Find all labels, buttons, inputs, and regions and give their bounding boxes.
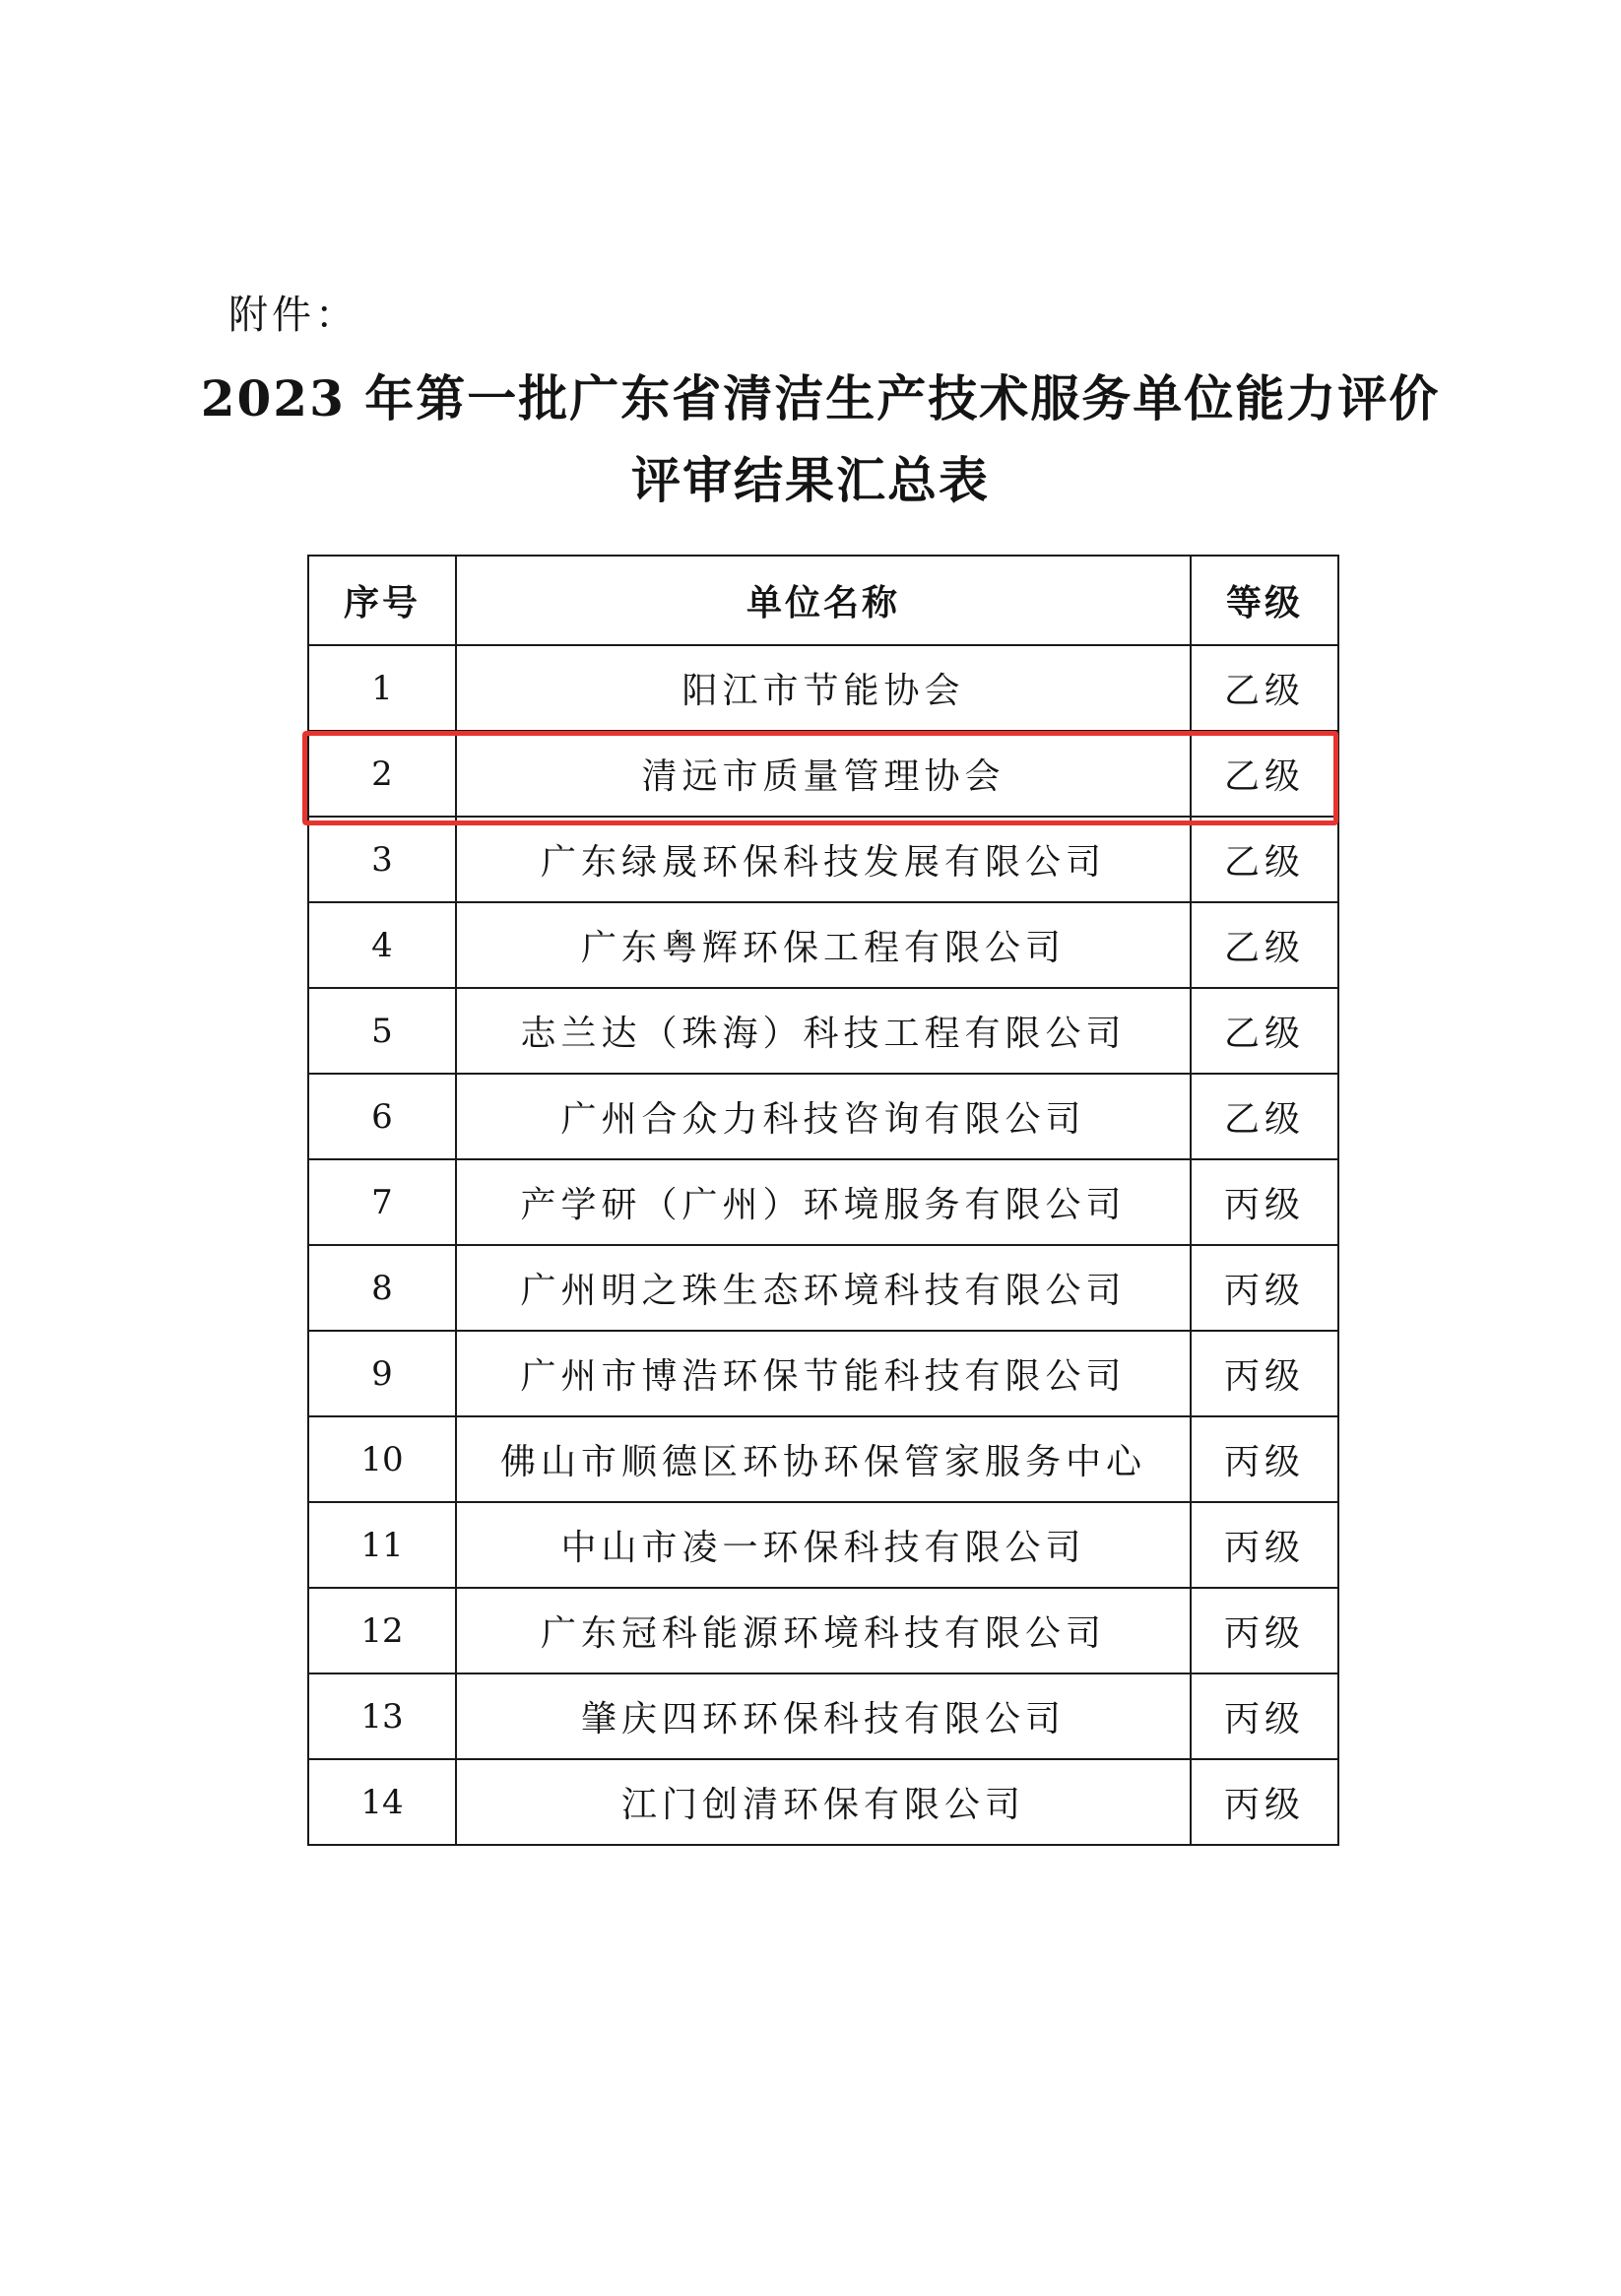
row-serial-number: 9 xyxy=(308,1331,456,1416)
row-serial-number: 2 xyxy=(308,731,456,817)
row-unit-name: 产学研（广州）环境服务有限公司 xyxy=(456,1159,1191,1245)
row-unit-name: 佛山市顺德区环协环保管家服务中心 xyxy=(456,1416,1191,1502)
table-row xyxy=(308,1074,1338,1159)
table-row xyxy=(308,1331,1338,1416)
row-grade: 乙级 xyxy=(1191,988,1338,1074)
table-row xyxy=(308,1588,1338,1673)
row-unit-name: 阳江市节能协会 xyxy=(456,645,1191,731)
row-serial-number: 1 xyxy=(308,645,456,731)
table-row xyxy=(308,1245,1338,1331)
row-serial-number: 4 xyxy=(308,902,456,988)
row-serial-number: 6 xyxy=(308,1074,456,1159)
row-grade: 丙级 xyxy=(1191,1245,1338,1331)
row-grade: 丙级 xyxy=(1191,1416,1338,1502)
document-title-line-1: 2023 年第一批广东省清洁生产技术服务单位能力评价 xyxy=(200,369,1441,427)
row-grade: 乙级 xyxy=(1191,1074,1338,1159)
row-unit-name: 广东冠科能源环境科技有限公司 xyxy=(456,1588,1191,1673)
row-grade: 丙级 xyxy=(1191,1759,1338,1845)
row-unit-name: 志兰达（珠海）科技工程有限公司 xyxy=(456,988,1191,1074)
row-serial-number: 10 xyxy=(308,1416,456,1502)
row-grade: 丙级 xyxy=(1191,1673,1338,1759)
table-row xyxy=(308,1416,1338,1502)
table-header-row xyxy=(308,556,1338,645)
row-unit-name: 广东粤辉环保工程有限公司 xyxy=(456,902,1191,988)
row-unit-name: 广州合众力科技咨询有限公司 xyxy=(456,1074,1191,1159)
row-grade: 乙级 xyxy=(1191,817,1338,902)
table-row xyxy=(308,1159,1338,1245)
table-row xyxy=(308,988,1338,1074)
table-row xyxy=(308,902,1338,988)
header-serial-number: 序号 xyxy=(308,556,456,645)
row-unit-name: 清远市质量管理协会 xyxy=(456,731,1191,817)
row-grade: 丙级 xyxy=(1191,1588,1338,1673)
row-serial-number: 13 xyxy=(308,1673,456,1759)
header-grade: 等级 xyxy=(1191,556,1338,645)
row-grade: 乙级 xyxy=(1191,645,1338,731)
header-unit-name: 单位名称 xyxy=(456,556,1191,645)
row-serial-number: 7 xyxy=(308,1159,456,1245)
row-serial-number: 5 xyxy=(308,988,456,1074)
table-row xyxy=(308,1759,1338,1845)
row-unit-name: 广东绿晟环保科技发展有限公司 xyxy=(456,817,1191,902)
table-row-highlighted xyxy=(308,731,1338,817)
row-grade: 丙级 xyxy=(1191,1331,1338,1416)
row-serial-number: 8 xyxy=(308,1245,456,1331)
document-title-line-2: 评审结果汇总表 xyxy=(631,451,990,509)
results-table xyxy=(307,555,1339,1846)
row-serial-number: 12 xyxy=(308,1588,456,1673)
row-grade: 丙级 xyxy=(1191,1502,1338,1588)
row-serial-number: 11 xyxy=(308,1502,456,1588)
row-unit-name: 广州明之珠生态环境科技有限公司 xyxy=(456,1245,1191,1331)
table-row xyxy=(308,1673,1338,1759)
attachment-label: 附件： xyxy=(228,293,358,338)
table-row xyxy=(308,817,1338,902)
table-row xyxy=(308,1502,1338,1588)
row-serial-number: 14 xyxy=(308,1759,456,1845)
row-unit-name: 中山市凌一环保科技有限公司 xyxy=(456,1502,1191,1588)
row-unit-name: 广州市博浩环保节能科技有限公司 xyxy=(456,1331,1191,1416)
row-grade: 丙级 xyxy=(1191,1159,1338,1245)
row-grade: 乙级 xyxy=(1191,731,1338,817)
row-serial-number: 3 xyxy=(308,817,456,902)
row-unit-name: 江门创清环保有限公司 xyxy=(456,1759,1191,1845)
row-grade: 乙级 xyxy=(1191,902,1338,988)
table-row xyxy=(308,645,1338,731)
row-unit-name: 肇庆四环环保科技有限公司 xyxy=(456,1673,1191,1759)
